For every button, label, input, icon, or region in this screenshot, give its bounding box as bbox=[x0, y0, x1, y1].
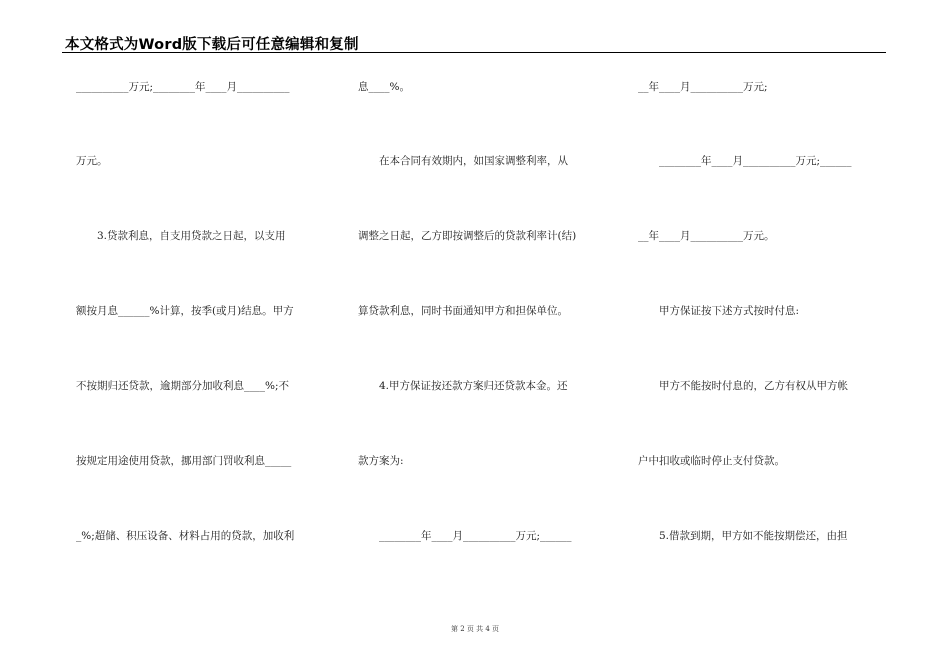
text-line: ________年____月__________万元;______ bbox=[638, 155, 852, 167]
text-line: 户中扣收或临时停止支付贷款。 bbox=[638, 455, 785, 467]
text-line: 3.贷款利息，自支用贷款之日起，以支用 bbox=[76, 230, 286, 242]
text-line: 额按月息______%计算，按季(或月)结息。甲方 bbox=[76, 305, 294, 317]
text-line: 调整之日起，乙方即按调整后的贷款利率计(结) bbox=[358, 230, 577, 242]
text-line: 5.借款到期，甲方如不能按期偿还，由担 bbox=[638, 530, 848, 542]
text-line: 不按期归还贷款，逾期部分加收利息____%;不 bbox=[76, 380, 290, 392]
text-line: 算贷款利息，同时书面通知甲方和担保单位。 bbox=[358, 305, 568, 317]
text-line: 万元。 bbox=[76, 155, 108, 167]
text-column-left bbox=[76, 0, 326, 600]
text-column-right bbox=[638, 0, 888, 600]
text-column-middle bbox=[358, 0, 608, 600]
text-line: __年____月__________万元。 bbox=[638, 230, 775, 242]
text-line: _%;超储、积压设备、材料占用的贷款，加收利 bbox=[76, 530, 295, 542]
page-header-title: 本文格式为Word版下载后可任意编辑和复制 bbox=[65, 37, 359, 53]
text-line: 按规定用途使用贷款，挪用部门罚收利息_____ bbox=[76, 455, 292, 467]
text-line: 款方案为: bbox=[358, 455, 404, 467]
text-line: 4.甲方保证按还款方案归还贷款本金。还 bbox=[358, 380, 568, 392]
text-line: ________年____月__________万元;______ bbox=[358, 530, 572, 542]
text-line: __________万元;________年____月__________ bbox=[76, 81, 290, 93]
text-line: 甲方保证按下述方式按时付息: bbox=[638, 305, 800, 317]
text-line: __年____月__________万元; bbox=[638, 81, 768, 93]
text-line: 甲方不能按时付息的，乙方有权从甲方帐 bbox=[638, 380, 848, 392]
text-line: 息____%。 bbox=[358, 81, 410, 93]
text-line: 在本合同有效期内，如国家调整利率，从 bbox=[358, 155, 568, 167]
page-number: 第 2 页 共 4 页 bbox=[450, 625, 500, 633]
